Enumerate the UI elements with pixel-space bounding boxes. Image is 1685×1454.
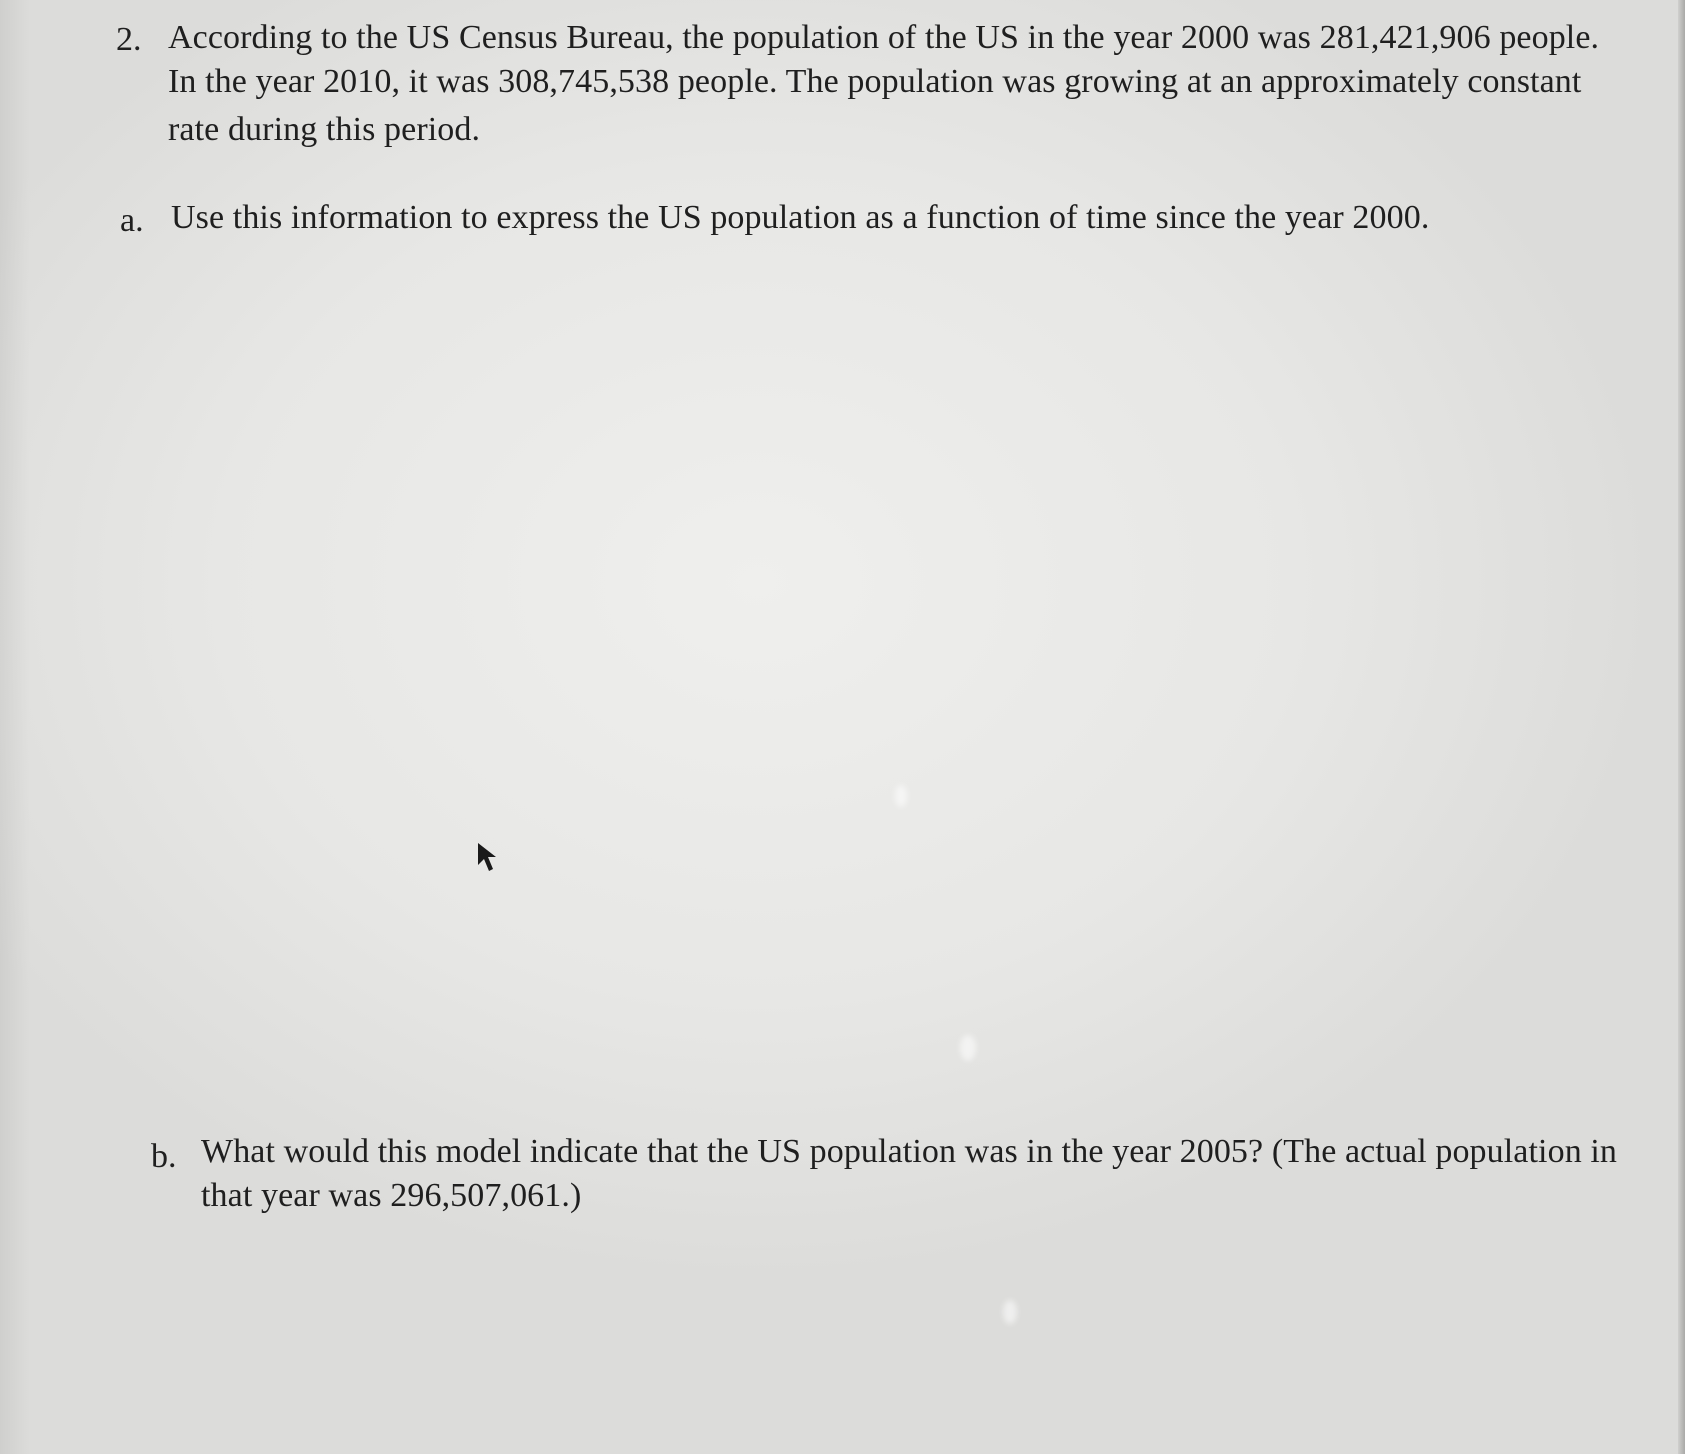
- question-line-3: rate during this period.: [168, 111, 481, 148]
- page-shadow: [0, 0, 30, 1454]
- part-a-text: Use this information to express the US population as a function of time since the year 2000.: [171, 199, 1430, 236]
- cursor-arrow-icon: [476, 841, 500, 875]
- part-b-line-1: What would this model indicate that the US population was in the year 2005? (The actual population in: [201, 1133, 1618, 1170]
- question-number: 2.: [116, 21, 142, 58]
- question-line-2: In the year 2010, it was 308,745,538 people. The population was growing at an approximately constant: [168, 63, 1582, 100]
- part-b-label: b.: [151, 1138, 177, 1175]
- page-edge: [1678, 0, 1685, 1454]
- part-b-line-2: that year was 296,507,061.): [201, 1177, 582, 1214]
- question-line-1: According to the US Census Bureau, the population of the US in the year 2000 was 281,421,906 people.: [168, 19, 1600, 56]
- glare-spot: [895, 785, 907, 807]
- part-a-label: a.: [120, 202, 144, 239]
- glare-spot: [960, 1035, 976, 1061]
- glare-spot: [1003, 1300, 1017, 1324]
